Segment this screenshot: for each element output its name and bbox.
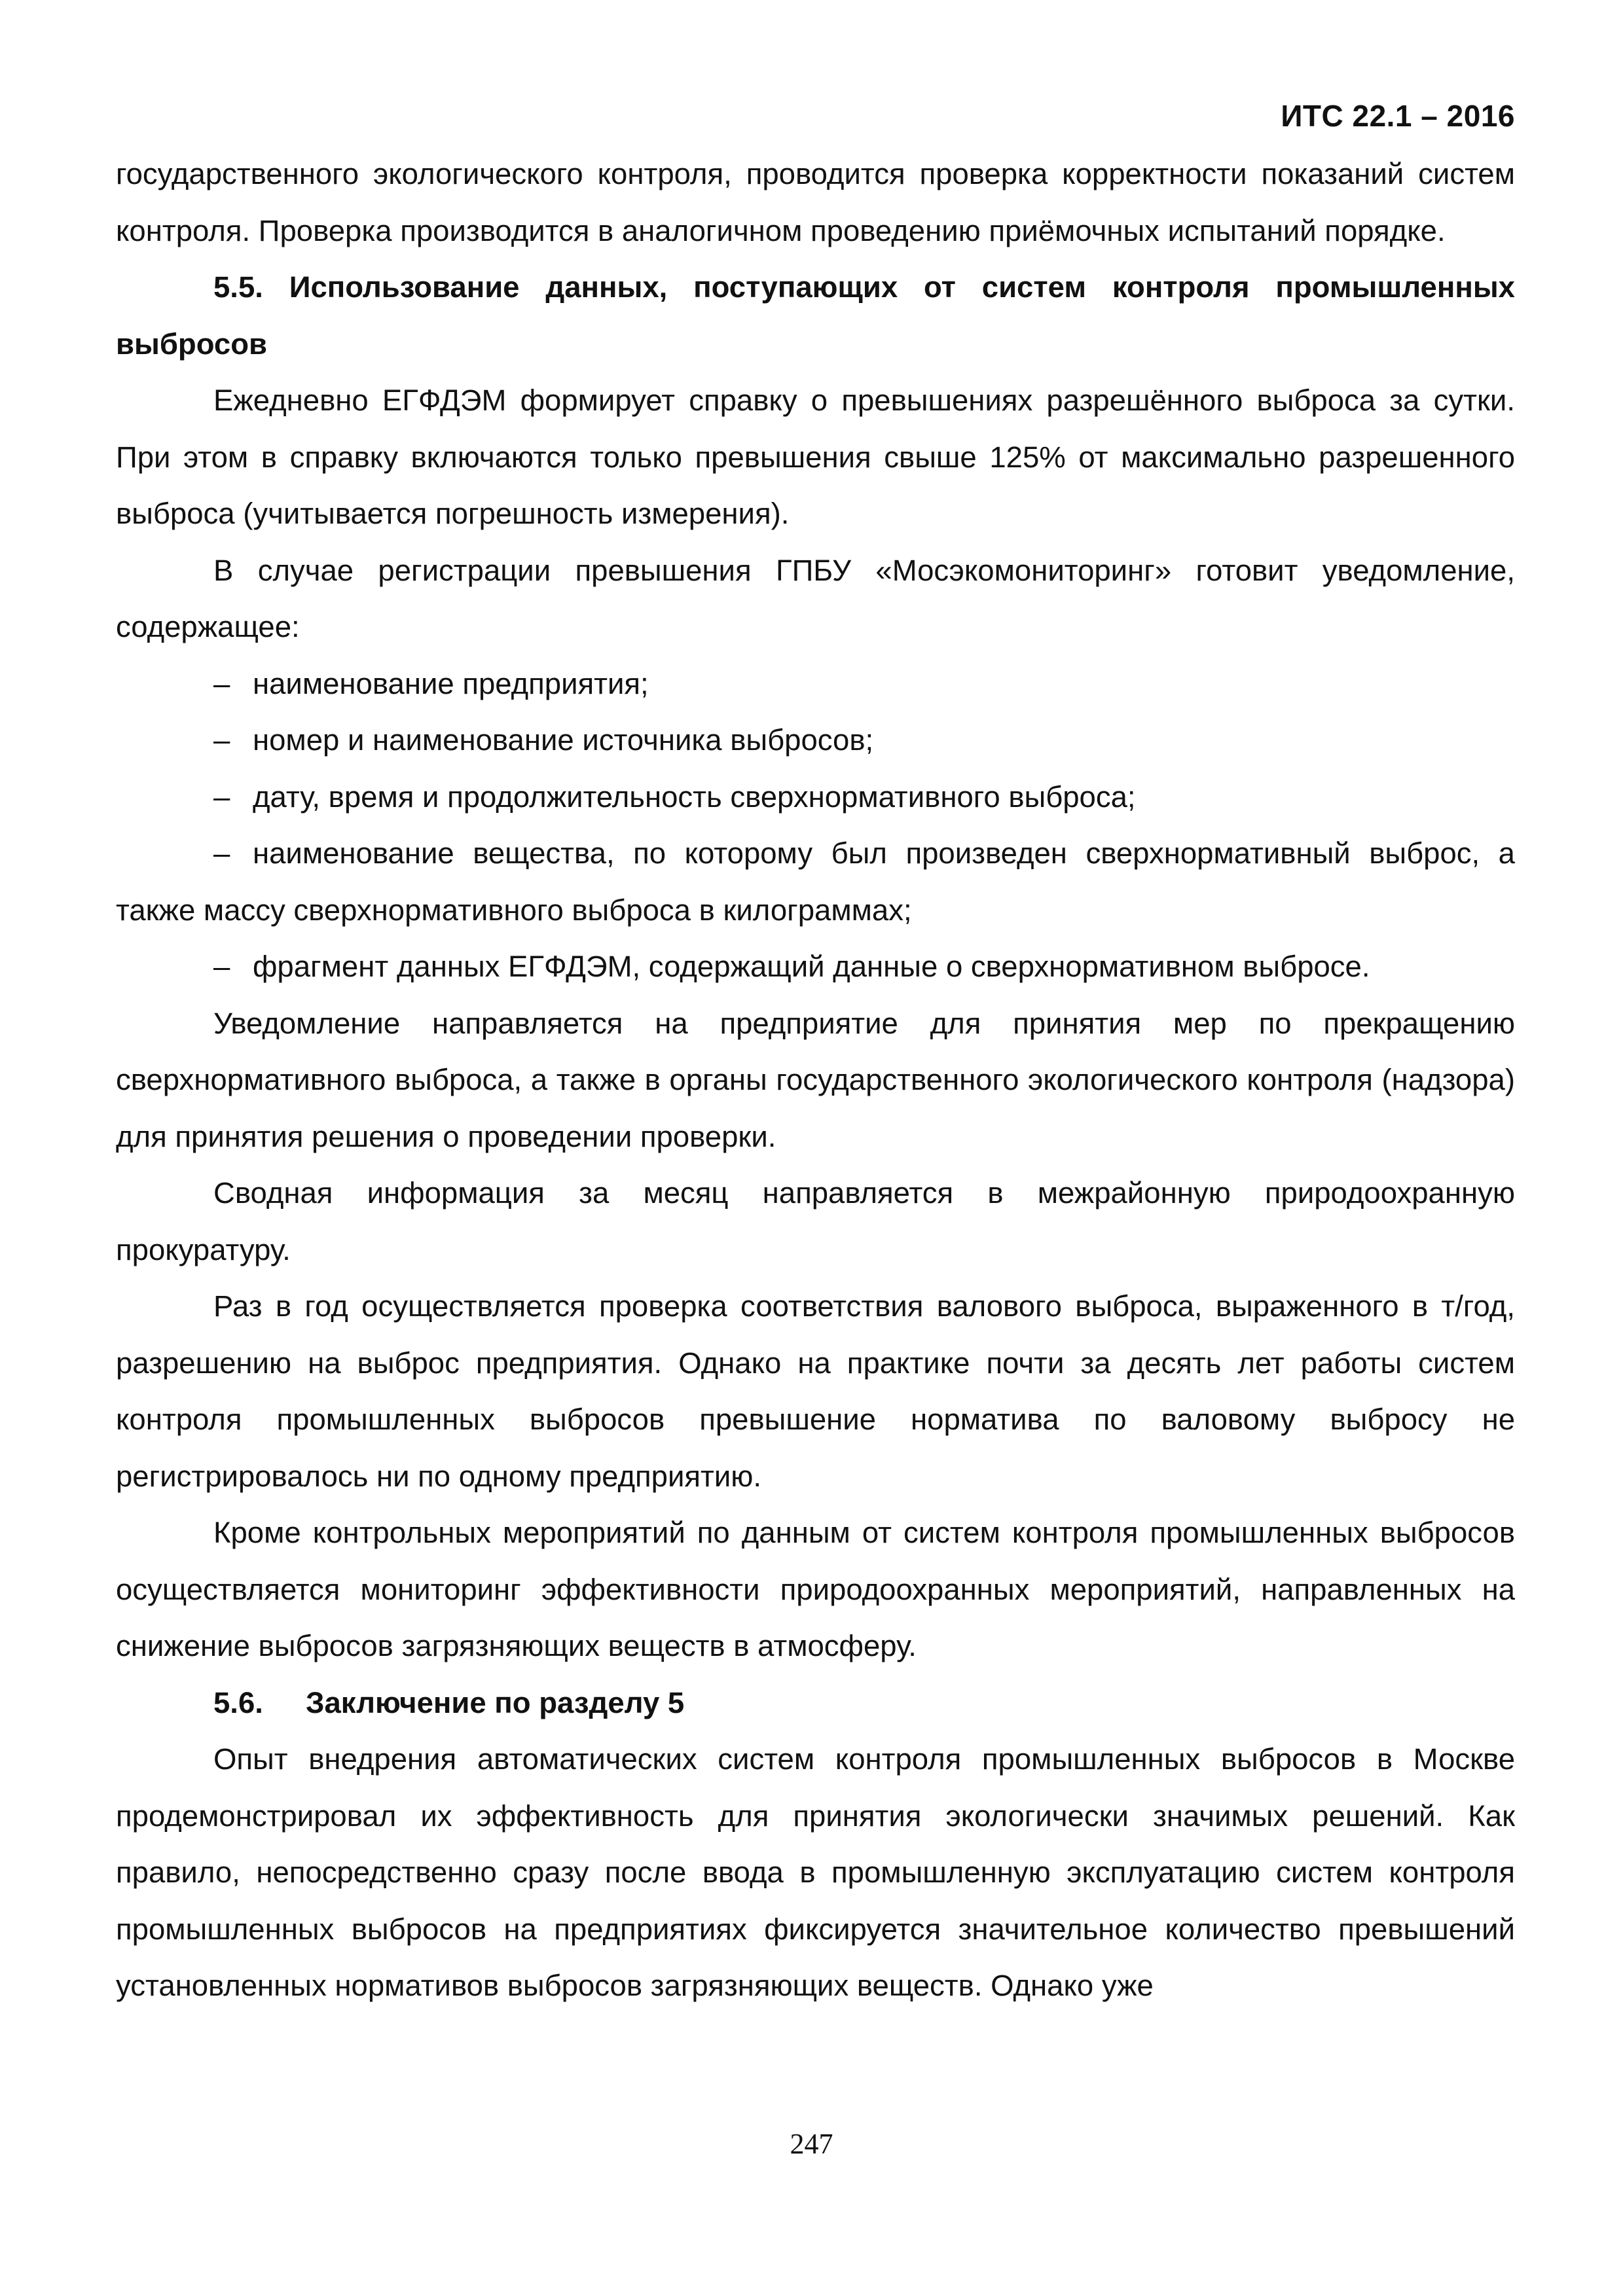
section-heading-5-6 <box>116 1675 1515 1732</box>
paragraph-notification: В случае регистрации превышения ГПБУ «Мосэкомониторинг» готовит уведомление, содержащее: <box>116 553 1515 643</box>
dash-marker: – <box>213 780 230 814</box>
document-code-header: ИТС 22.1 – 2016 <box>1281 99 1515 133</box>
section-number: 5.6. <box>213 1685 263 1719</box>
paragraph-monthly-summary: Сводная информация за месяц направляется в межрайонную природоохранную прокуратуру. <box>116 1176 1515 1266</box>
list-item <box>116 656 1515 713</box>
section-heading-5-5: 5.5. Использование данных, поступающих от систем контроля промышленных выбросов <box>116 270 1515 361</box>
list-item-text: дату, время и продолжительность сверхнормативного выброса; <box>253 780 1136 814</box>
list-item <box>116 825 1515 939</box>
paragraph-yearly-check: Раз в год осуществляется проверка соответствия валового выброса, выраженного в т/год, разрешению на выброс предприятия. Однако на практике почти за десять лет работы систем контроля промышленных выбросов превышение норматива по валовому выбросу не регистрировалось ни по одному предприятию. <box>116 1289 1515 1493</box>
dash-marker: – <box>213 723 230 757</box>
paragraph-intro: государственного экологического контроля, проводится проверка корректности показаний систем контроля. Проверка производится в аналогичном проведению приёмочных испытаний порядке. <box>116 157 1515 247</box>
list-item <box>116 712 1515 769</box>
dash-marker: – <box>213 666 230 700</box>
paragraph-daily-report: Ежедневно ЕГФДЭМ формирует справку о превышениях разрешённого выброса за сутки. При этом в справку включаются только превышения свыше 125% от максимально разрешенного выброса (учитывается погрешность измерения). <box>116 384 1515 530</box>
page-number: 247 <box>790 2128 833 2160</box>
list-item-text: фрагмент данных ЕГФДЭМ, содержащий данные о сверхнормативном выбросе. <box>253 950 1370 983</box>
dash-marker: – <box>213 950 230 983</box>
list-item-text: наименование предприятия; <box>253 666 649 700</box>
list-item-text: наименование вещества, по которому был произведен сверхнормативный выброс, а также массу сверхнормативного выброса в килограммах; <box>116 836 1515 927</box>
paragraph-monitoring: Кроме контрольных мероприятий по данным от систем контроля промышленных выбросов осуществляется мониторинг эффективности природоохранных мероприятий, направленных на снижение выбросов загрязняющих веществ в атмосферу. <box>116 1516 1515 1662</box>
paragraph-conclusion: Опыт внедрения автоматических систем контроля промышленных выбросов в Москве продемонстрировал их эффективность для принятия экологически значимых решений. Как правило, непосредственно сразу после ввода в промышленную эксплуатацию систем контроля промышленных выбросов на предприятиях фиксируется значительное количество превышений установленных нормативов выбросов загрязняющих веществ. Однако уже <box>116 1742 1515 2002</box>
list-item <box>116 769 1515 826</box>
section-title: Заключение по разделу 5 <box>306 1685 685 1719</box>
list-item-text: номер и наименование источника выбросов; <box>253 723 874 757</box>
dash-marker: – <box>213 836 230 870</box>
list-item <box>116 939 1515 996</box>
paragraph-notice-sent: Уведомление направляется на предприятие для принятия мер по прекращению сверхнормативного выброса, а также в органы государственного экологического контроля (надзора) для принятия решения о проведении проверки. <box>116 1006 1515 1153</box>
document-body <box>116 146 1515 2015</box>
